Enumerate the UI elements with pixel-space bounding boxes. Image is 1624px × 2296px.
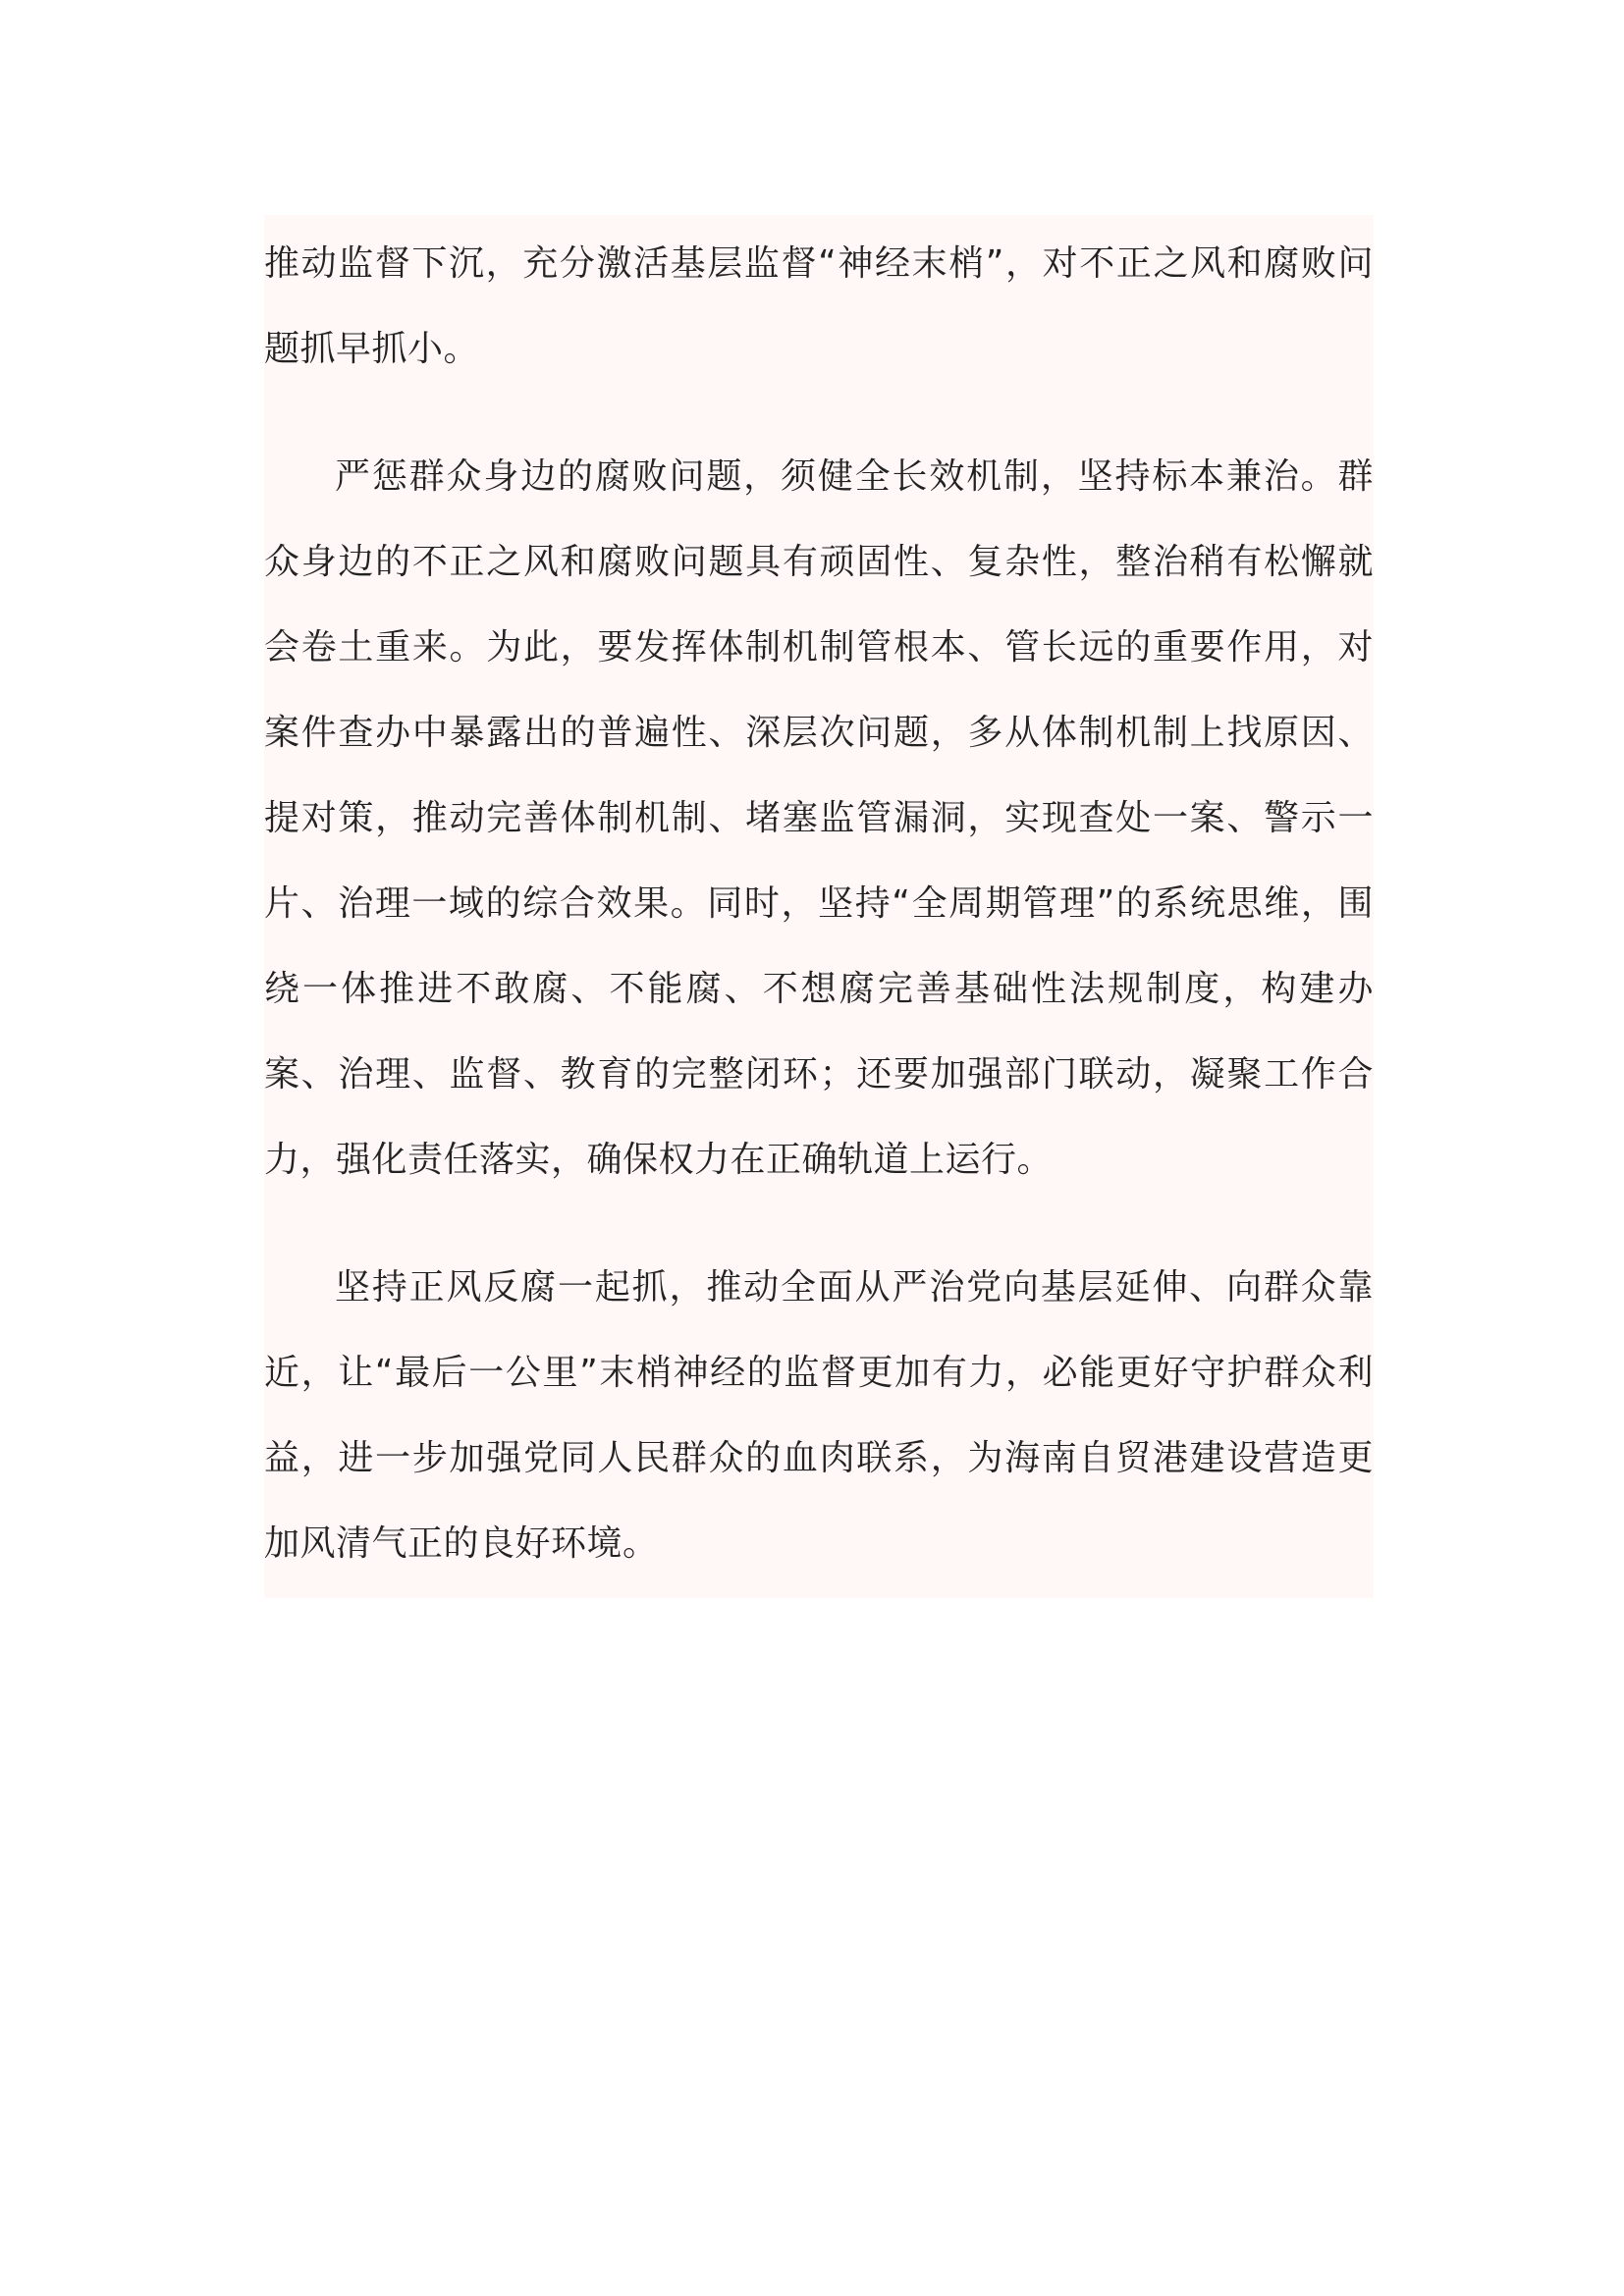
paragraph-gap — [264, 392, 1374, 434]
paragraph-2: 严惩群众身边的腐败问题，须健全长效机制，坚持标本兼治。群众身边的不正之风和腐败问题具有顽固性、复杂性，整治稍有松懈就会卷土重来。为此，要发挥体制机制管根本、管长远的重要作用，对案件查办中暴露出的普遍性、深层次问题，多从体制机制上找原因、提对策，推动完善体制机制、堵塞监管漏洞，实现查处一案、警示一片、治理一域的综合效果。同时，坚持“全周期管理”的系统思维，围绕一体推进不敢腐、不能腐、不想腐完善基础性法规制度，构建办案、治理、监督、教育的完整闭环；还要加强部门联动，凝聚工作合力，强化责任落实，确保权力在正确轨道上运行。 — [264, 456, 1374, 1180]
article-body — [264, 215, 1374, 1598]
paragraph-1: 推动监督下沉，充分激活基层监督“神经末梢”，对不正之风和腐败问题抓早抓小。 — [264, 243, 1374, 369]
paragraph-gap — [264, 1202, 1374, 1245]
paragraph-3: 坚持正风反腐一起抓，推动全面从严治党向基层延伸、向群众靠近，让“最后一公里”末梢神经的监督更加有力，必能更好守护群众利益，进一步加强党同人民群众的血肉联系，为海南自贸港建设营造更加风清气正的良好环境。 — [264, 1267, 1374, 1564]
